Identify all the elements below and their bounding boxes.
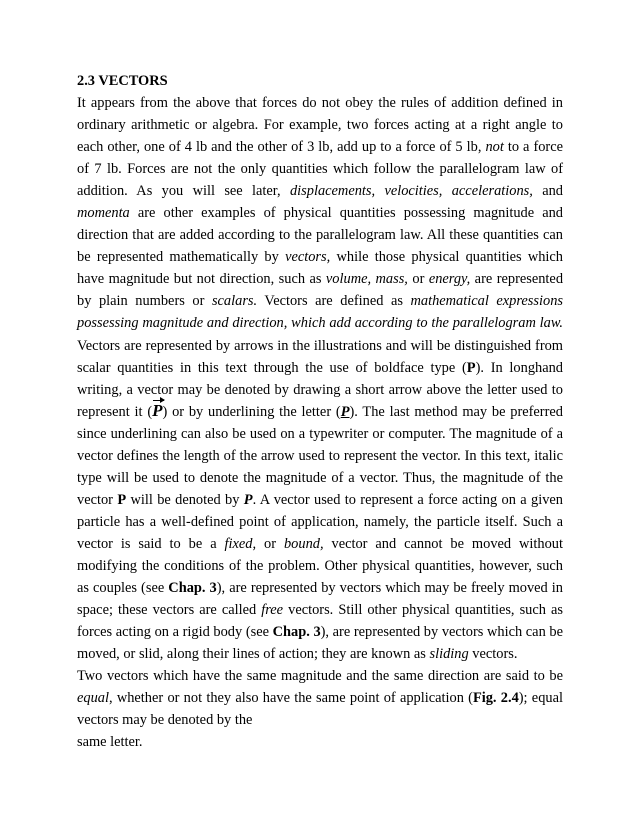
text-run: Chap. 3 [168,580,217,597]
text-run: Two vectors which have the same magnitude and the same direction are said to be [77,668,563,685]
text-run: ), are represented by vectors which may be freely moved in space; these vectors are called [77,580,563,619]
text-run: Chap. 3 [272,624,321,641]
text-run: ). The last method may be preferred since underlining can also be used on a typewriter or computer. The magnitude of a vector defines the length of the arrow used to represent the vector. In this text, italic type will be used to denote the magnitude of a vector. Thus, the magnitude of the vector [77,403,563,508]
body-text [77,92,563,753]
text-run: volume, mass, [325,271,408,288]
text-run: bound, [283,535,324,552]
text-run: vector and cannot be moved without modifying the conditions of the problem. Other physical quantities, however, such as couples (see [77,535,564,597]
text-run: ) or by underlining the letter ( [162,403,341,420]
text-run: energy, [428,271,471,288]
text-run: vectors. Still other physical quantities, such as forces acting on a rigid body (see [77,602,563,641]
text-run: momenta [77,205,130,222]
text-run: will be denoted by [126,491,244,508]
text-run: P [117,491,127,508]
text-run: Fig. 2.4 [472,690,519,707]
text-run: same letter. [77,734,143,751]
text-run: equal [77,690,109,707]
paragraph [77,92,563,665]
text-run: ); equal vectors may be denoted by the [77,690,563,729]
text-run: vectors, [285,249,331,266]
text-run: sliding [429,646,469,663]
text-run: fixed, [224,535,257,552]
text-run: are other examples of physical quantities possessing magnitude and direction that are added according to the parallelogram law. All these quantities can be represented mathematically by [77,205,563,266]
text-run: displacements, velocities, accelerations, [289,183,533,200]
text-run: ). In longhand writing, a vector may be denoted by drawing a short arrow above the letter used to represent it ( [77,359,563,420]
vector-arrow-notation: P [152,400,163,420]
text-run: free [261,602,284,619]
text-run: ), are represented by vectors which can be moved, or slid, along their lines of action; they are known as [77,624,563,663]
text-run: vectors. [468,646,518,663]
text-run: while those physical quantities which have magnitude but not direction, such as [77,249,564,288]
paragraph [77,665,563,731]
text-run: P [466,359,476,376]
text-run: or [256,535,284,552]
text-run: or [407,271,429,288]
document-page [77,70,563,753]
text-run: not [485,139,504,156]
text-run: , whether or not they also have the same point of application ( [108,690,473,707]
section-heading: 2.3 VECTORS [77,73,168,89]
paragraph [77,731,563,753]
text-run: Vectors are defined as [257,293,411,310]
text-run: P [340,403,350,420]
text-run: scalars. [211,293,258,310]
text-run: are represented by plain numbers or [77,271,564,310]
text-run: and [532,183,563,200]
text-run: mathematical expressions possessing magnitude and direction, which add according to the parallelogram law. [77,293,563,332]
text-run: . A vector used to represent a force acting on a given particle has a well-defined point of application, namely, the particle itself. Such a vector is said to be a [77,491,563,552]
text-run: Vectors are represented by arrows in the illustrations and will be distinguished from scalar quantities in this text through the use of boldface type ( [77,337,563,376]
text-run: It appears from the above that forces do not obey the rules of addition defined in ordinary arithmetic or algebra. For example, two forces acting at a right angle to each other, one of 4 lb and the other of 3 lb, add up to a force of 5 lb, [77,95,563,156]
text-run: to a force of 7 lb. Forces are not the only quantities which follow the parallelogram law of addition. As you will see later, [77,139,564,200]
text-run: P [243,491,253,508]
